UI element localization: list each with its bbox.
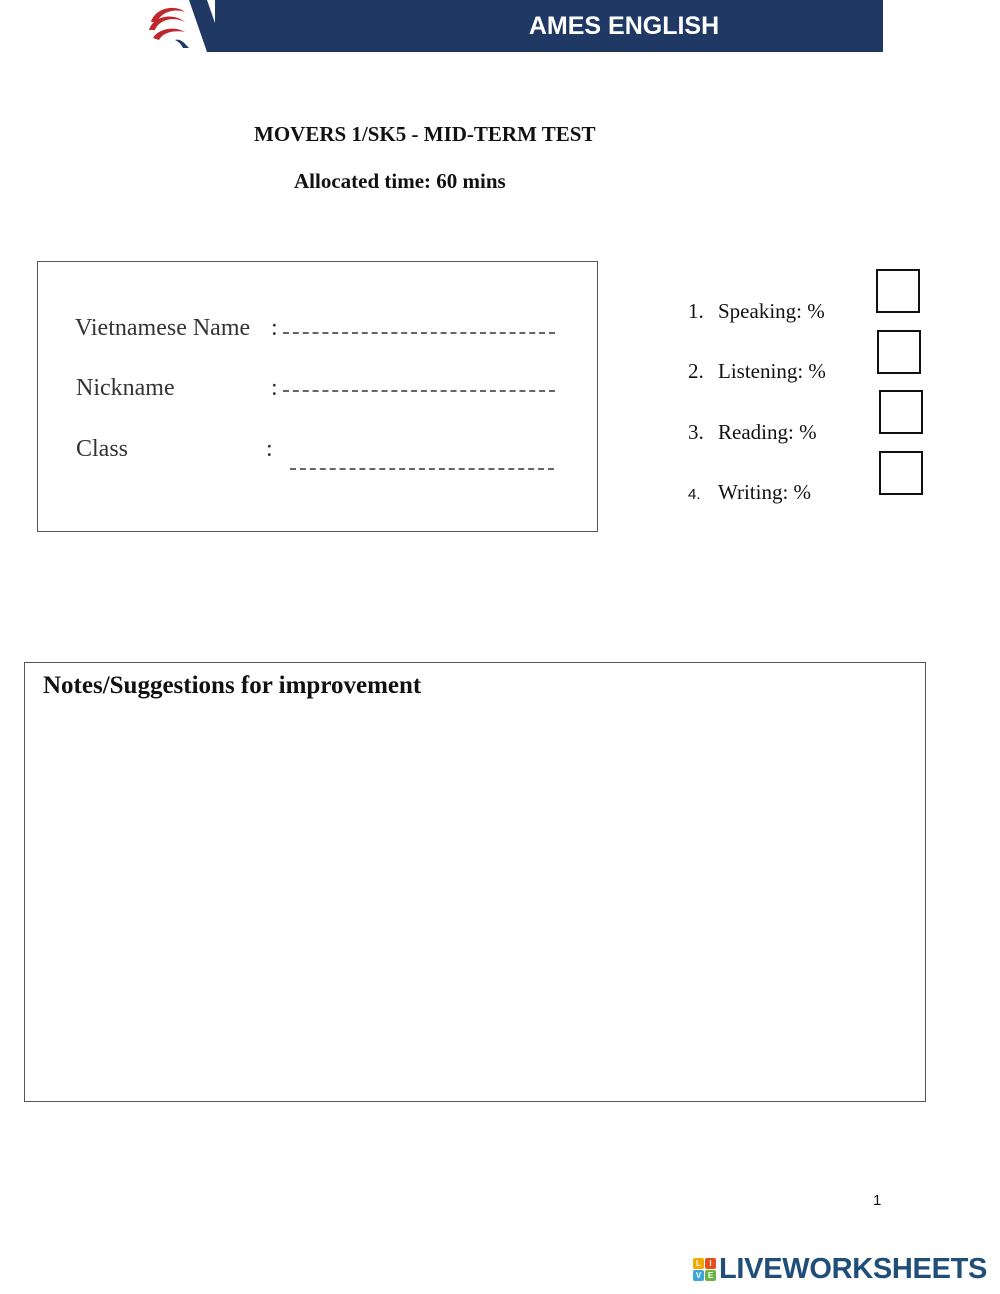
score-number: 3.	[688, 420, 704, 444]
vietnamese-name-label: Vietnamese Name	[75, 315, 251, 341]
grid-letter: V	[693, 1270, 704, 1281]
brand-name: AMES ENGLISH	[528, 12, 720, 40]
score-number: 4.	[688, 486, 701, 503]
nickname-field[interactable]	[283, 390, 555, 392]
grid-letter: L	[693, 1258, 704, 1269]
score-number: 2.	[688, 359, 704, 383]
class-label: Class	[76, 436, 129, 462]
score-label: Listening: %	[718, 359, 826, 383]
score-number: 1.	[688, 299, 704, 323]
allocated-time: Allocated time: 60 mins	[294, 169, 506, 193]
header-banner	[145, 0, 883, 52]
writing-score-box[interactable]	[879, 451, 923, 495]
speaking-score-box[interactable]	[876, 269, 920, 313]
score-label: Speaking: %	[718, 299, 825, 323]
liveworksheets-wordmark: LIVEWORKSHEETS	[719, 1252, 988, 1285]
score-speaking	[688, 299, 825, 324]
grid-letter: I	[705, 1258, 716, 1269]
test-title: MOVERS 1/SK5 - MID-TERM TEST	[254, 122, 596, 146]
liveworksheets-grid-icon	[693, 1258, 716, 1281]
grid-letter: E	[705, 1270, 716, 1281]
notes-box[interactable]	[24, 662, 926, 1102]
score-listening	[688, 359, 826, 384]
reading-score-box[interactable]	[879, 390, 923, 434]
nickname-colon: :	[271, 375, 278, 401]
liveworksheets-logo	[693, 1253, 987, 1285]
score-writing	[688, 480, 811, 505]
class-field[interactable]	[290, 468, 554, 470]
nickname-label: Nickname	[76, 375, 175, 401]
listening-score-box[interactable]	[877, 330, 921, 374]
score-label: Reading: %	[718, 420, 817, 444]
class-colon: :	[266, 436, 273, 462]
notes-title: Notes/Suggestions for improvement	[43, 672, 422, 699]
score-reading	[688, 420, 817, 445]
vietnamese-name-colon: :	[271, 315, 278, 341]
page-number: 1	[873, 1192, 882, 1209]
vietnamese-name-field[interactable]	[283, 332, 555, 334]
score-label: Writing: %	[718, 480, 812, 504]
